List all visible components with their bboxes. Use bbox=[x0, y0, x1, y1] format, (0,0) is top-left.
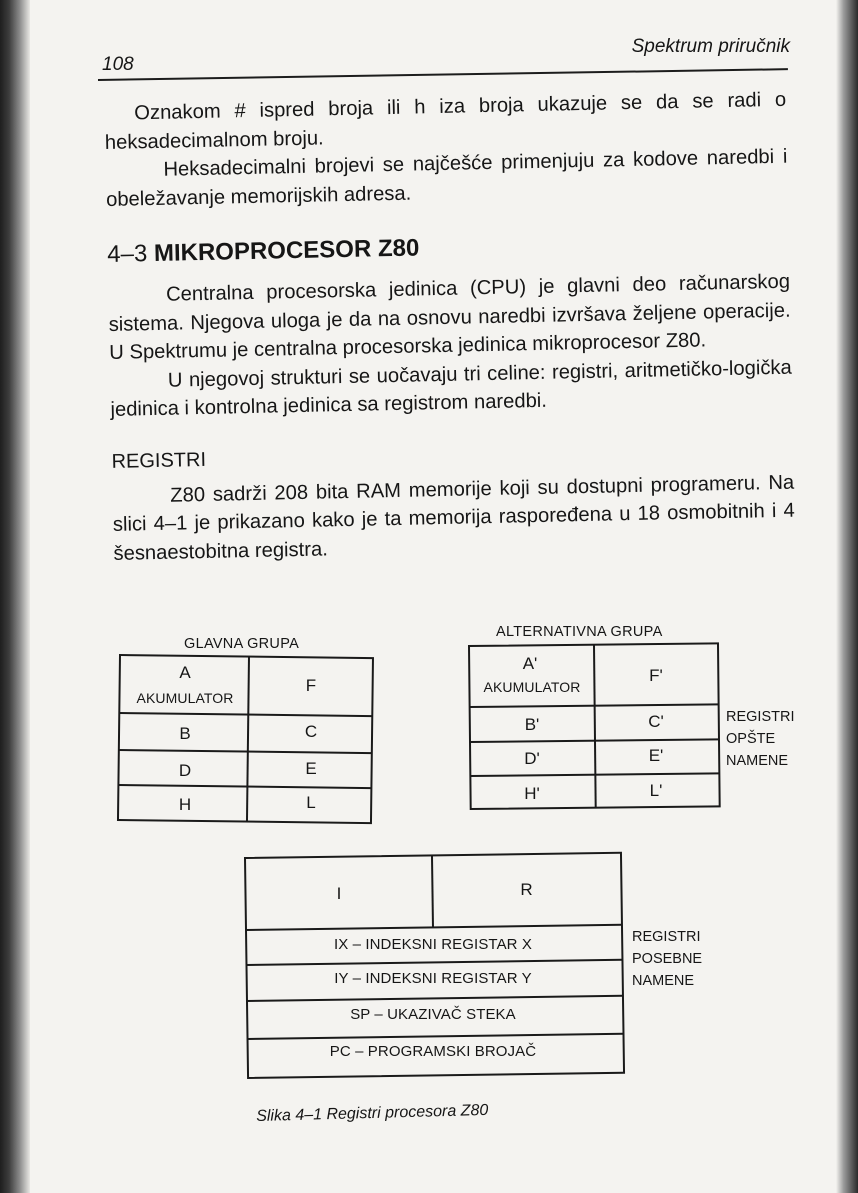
paragraph-structure: U njegovoj strukturi se uočavaju tri celine: registri, aritmetičko-logička jedinica i kontrolna jedinica sa registrom naredbi. bbox=[110, 356, 792, 421]
special-label-line-2: POSEBNE bbox=[632, 951, 703, 967]
main-group-title: GLAVNA GRUPA bbox=[184, 636, 300, 652]
register-c-alt: C' bbox=[648, 712, 664, 731]
special-label-line-1: REGISTRI bbox=[632, 929, 701, 945]
general-label-line-3: NAMENE bbox=[726, 753, 789, 769]
register-f: F bbox=[305, 676, 317, 695]
register-b: B bbox=[179, 724, 191, 743]
special-label-line-3: NAMENE bbox=[632, 973, 695, 989]
register-b-alt: B' bbox=[524, 715, 540, 734]
alt-group-title: ALTERNATIVNA GRUPA bbox=[496, 624, 663, 640]
register-h: H bbox=[178, 795, 192, 814]
register-i: I bbox=[336, 884, 342, 903]
paragraph-hex-notation: Oznakom # ispred broja ili h iza broja ukazuje se da se radi o heksadecimalnom broju. bbox=[104, 88, 787, 154]
register-a-alt-accumulator: AKUMULATOR bbox=[483, 679, 581, 695]
paragraph-registers: Z80 sadrži 208 bita RAM memorije koji su dostupni programeru. Na slici 4–1 je prikazano kako je ta memorija raspoređena u 18 osmobitnih i 4 šesnaestobitna registra. bbox=[112, 471, 795, 565]
register-r: R bbox=[520, 880, 533, 899]
general-label-line-2: OPŠTE bbox=[726, 731, 776, 747]
register-c: C bbox=[304, 722, 318, 741]
paragraph-cpu: Centralna procesorska jedinica (CPU) je glavni deo računarskog sistema. Njegova uloga je da na osnovu naredbi izvršava željene operacije. U Spektrumu je centralna procesorska jedinica mikroprocesor Z80. bbox=[108, 270, 791, 364]
paragraph-hex-usage: Heksadecimalni brojevi se najčešće primenjuju za kodove naredbi i obeležavanje memorijskih adresa. bbox=[105, 145, 788, 211]
register-a: A bbox=[179, 663, 191, 682]
general-purpose-label bbox=[726, 706, 794, 772]
section-number: 4–3 bbox=[106, 240, 148, 268]
running-title: Spektrum priručnik bbox=[631, 36, 790, 57]
register-sp: SP – UKAZIVAČ STEKA bbox=[350, 1006, 516, 1023]
register-iy: IY – INDEKSNI REGISTAR Y bbox=[334, 970, 532, 987]
register-a-accumulator: AKUMULATOR bbox=[136, 690, 234, 706]
register-a-alt: A' bbox=[522, 654, 538, 673]
register-ix: IX – INDEKSNI REGISTAR X bbox=[333, 936, 532, 953]
register-e-alt: E' bbox=[648, 746, 664, 765]
register-f-alt: F' bbox=[649, 666, 663, 685]
register-pc: PC – PROGRAMSKI BROJAČ bbox=[329, 1043, 537, 1060]
general-label-line-1: REGISTRI bbox=[726, 709, 795, 725]
figure-caption: Slika 4–1 Registri procesora Z80 bbox=[256, 1101, 489, 1125]
register-l: L bbox=[306, 793, 316, 812]
subheading-registers: REGISTRI bbox=[111, 448, 207, 473]
page-number: 108 bbox=[102, 54, 134, 75]
register-d-alt: D' bbox=[524, 749, 540, 768]
section-title: MIKROPROCESOR Z80 bbox=[153, 234, 420, 267]
register-e: E bbox=[305, 759, 317, 778]
special-purpose-label bbox=[632, 926, 702, 992]
register-l-alt: L' bbox=[649, 781, 663, 800]
register-d: D bbox=[178, 761, 192, 780]
register-h-alt: H' bbox=[524, 784, 540, 803]
